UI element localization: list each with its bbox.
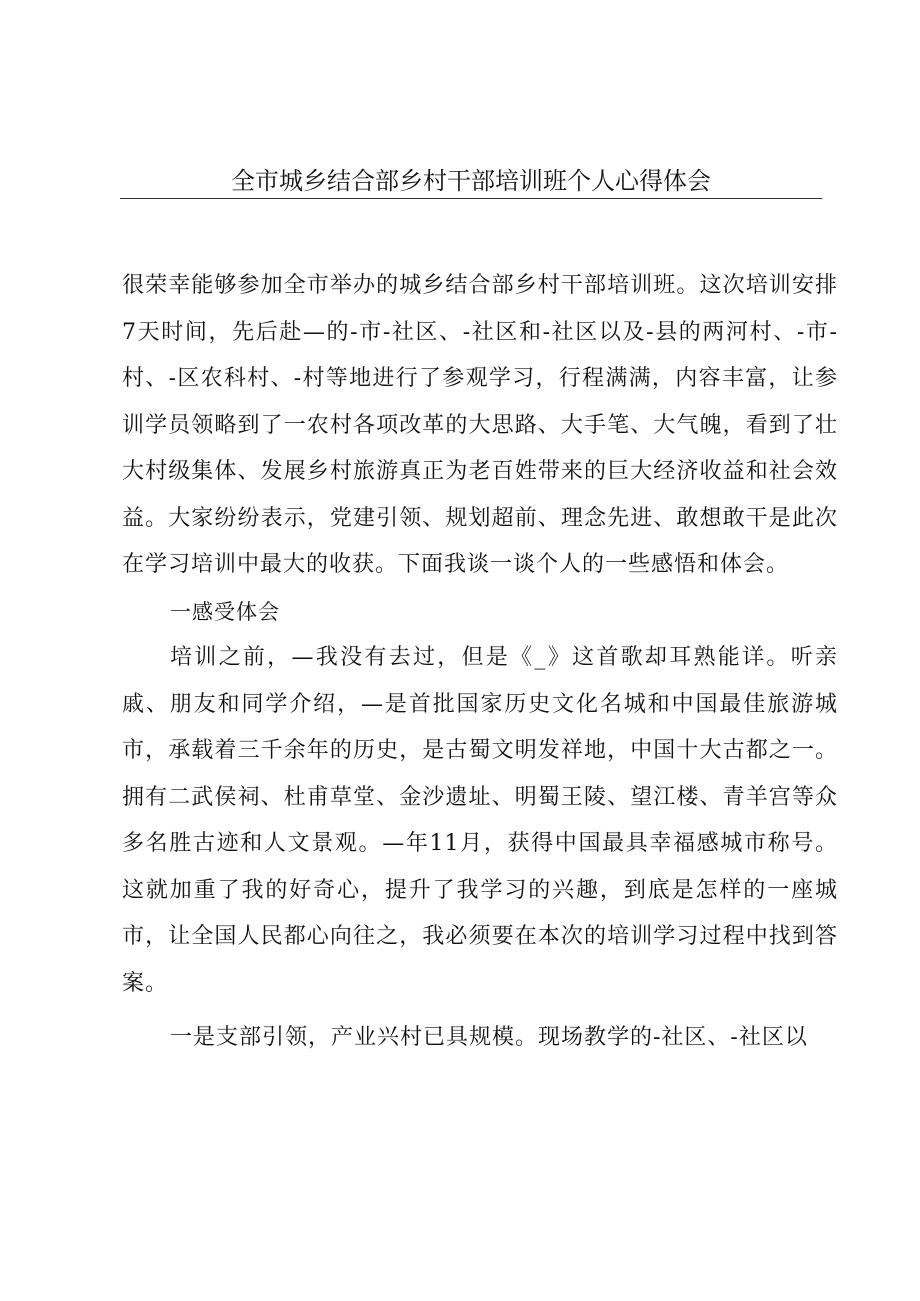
section-heading: 一感受体会 [170,599,280,624]
intro-paragraph: 很荣幸能够参加全市举办的城乡结合部乡村干部培训班。这次培训安排7天时间，先后赴—的-市-社区、-社区和-社区以及-县的两河村、-市-村、-区农科村、-村等地进行了参观学习，行程满满，内容丰富，让参训学员领略到了一农村各项改革的大思路、大手笔、大气魄，看到了壮大村级集体、发展乡村旅游真正为老百姓带来的巨大经济收益和社会效益。大家纷纷表示，党建引领、规划超前、理念先进、敢想敢干是此次在学习培训中最大的收获。下面我谈一谈个人的一些感悟和体会。 [122,273,838,577]
title-underline [120,198,822,199]
point-one-paragraph: 一是支部引领，产业兴村已具规模。现场教学的-社区、-社区以 [170,1025,808,1050]
body-paragraph: 培训之前，—我没有去过，但是《_》这首歌却耳熟能详。听亲戚、朋友和同学介绍，—是首批国家历史文化名城和中国最佳旅游城市，承载着三千余年的历史，是古蜀文明发祥地，中国十大古都之一。拥有二武侯祠、杜甫草堂、金沙遗址、明蜀王陵、望江楼、青羊宫等众多名胜古迹和人文景观。—年11月，获得中国最具幸福感城市称号。这就加重了我的好奇心，提升了我学习的兴趣，到底是怎样的一座城市，让全国人民都心向往之，我必须要在本次的培训学习过程中找到答案。 [122,645,838,996]
document-title: 全市城乡结合部乡村干部培训班个人心得体会 [231,167,711,195]
document-body [122,263,838,1062]
